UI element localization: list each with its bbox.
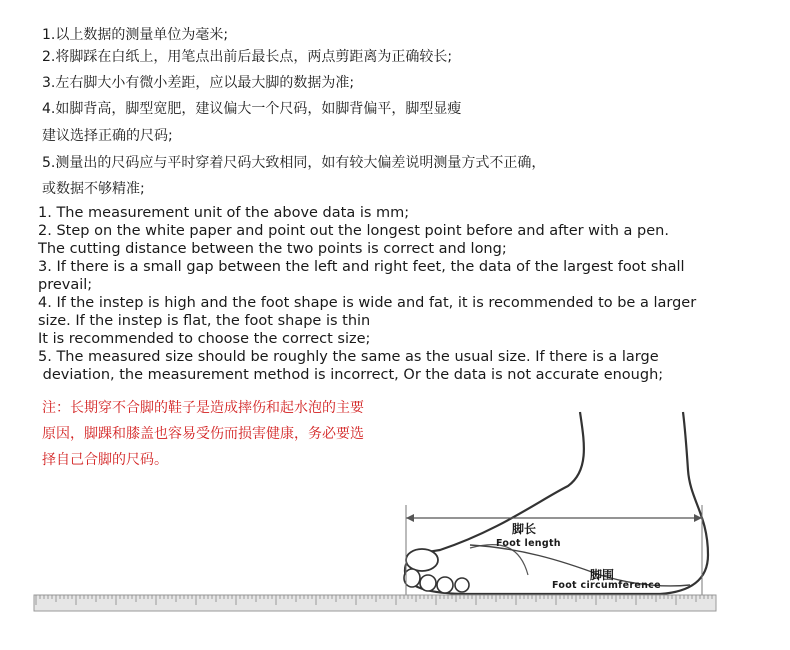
foot-length-en-label: Foot length	[496, 538, 561, 549]
en-line-7: size. If the instep is flat, the foot shape is thin	[38, 313, 371, 329]
cn-line-4: 4.如脚背高，脚型宽肥，建议偏大一个尺码，如脚背偏平，脚型显瘦	[42, 101, 462, 117]
en-line-8: It is recommended to choose the correct size;	[38, 331, 371, 347]
foot-outline	[405, 412, 708, 594]
arch-line	[470, 545, 528, 575]
foot-circumference-cn-label: 脚围	[590, 568, 615, 582]
note-line-3: 择自己合脚的尺码。	[42, 452, 168, 468]
foot-length-cn-label: 脚长	[512, 522, 537, 536]
en-line-10: deviation, the measurement method is incorrect, Or the data is not accurate enough;	[38, 367, 664, 383]
arrow-left	[406, 514, 414, 522]
en-line-2: 2. Step on the white paper and point out the longest point before and after with a pen.	[38, 223, 669, 239]
cn-line-1: 1.以上数据的测量单位为毫米;	[42, 27, 229, 43]
note-line-2: 原因，脚踝和膝盖也容易受伤而损害健康，务必要选	[42, 426, 364, 442]
toe-5	[455, 578, 469, 592]
cn-line-7: 或数据不够精准;	[42, 181, 145, 197]
cn-line-3: 3.左右脚大小有微小差距，应以最大脚的数据为准;	[42, 75, 355, 91]
en-line-1: 1. The measurement unit of the above data is mm;	[38, 205, 410, 221]
big-toe	[406, 549, 438, 571]
foot-circumference-en-label: Foot circumference	[552, 580, 661, 591]
cn-line-6: 5.测量出的尺码应与平时穿着尺码大致相同，如有较大偏差说明测量方式不正确，	[42, 155, 546, 171]
toe-3	[420, 575, 436, 591]
ruler	[34, 595, 716, 611]
cn-line-5: 建议选择正确的尺码;	[42, 128, 173, 144]
en-line-4: 3. If there is a small gap between the left and right feet, the data of the largest foot shall	[38, 259, 685, 275]
en-line-9: 5. The measured size should be roughly the same as the usual size. If there is a large	[38, 349, 659, 365]
toe-4	[437, 577, 453, 593]
en-line-5: prevail;	[38, 277, 93, 293]
en-line-6: 4. If the instep is high and the foot shape is wide and fat, it is recommended to be a larger	[38, 295, 697, 311]
cn-line-2: 2.将脚踩在白纸上，用笔点出前后最长点，两点剪距离为正确较长;	[42, 49, 453, 65]
en-line-3: The cutting distance between the two points is correct and long;	[38, 241, 507, 257]
note-line-1: 注：长期穿不合脚的鞋子是造成摔伤和起水泡的主要	[42, 400, 364, 416]
